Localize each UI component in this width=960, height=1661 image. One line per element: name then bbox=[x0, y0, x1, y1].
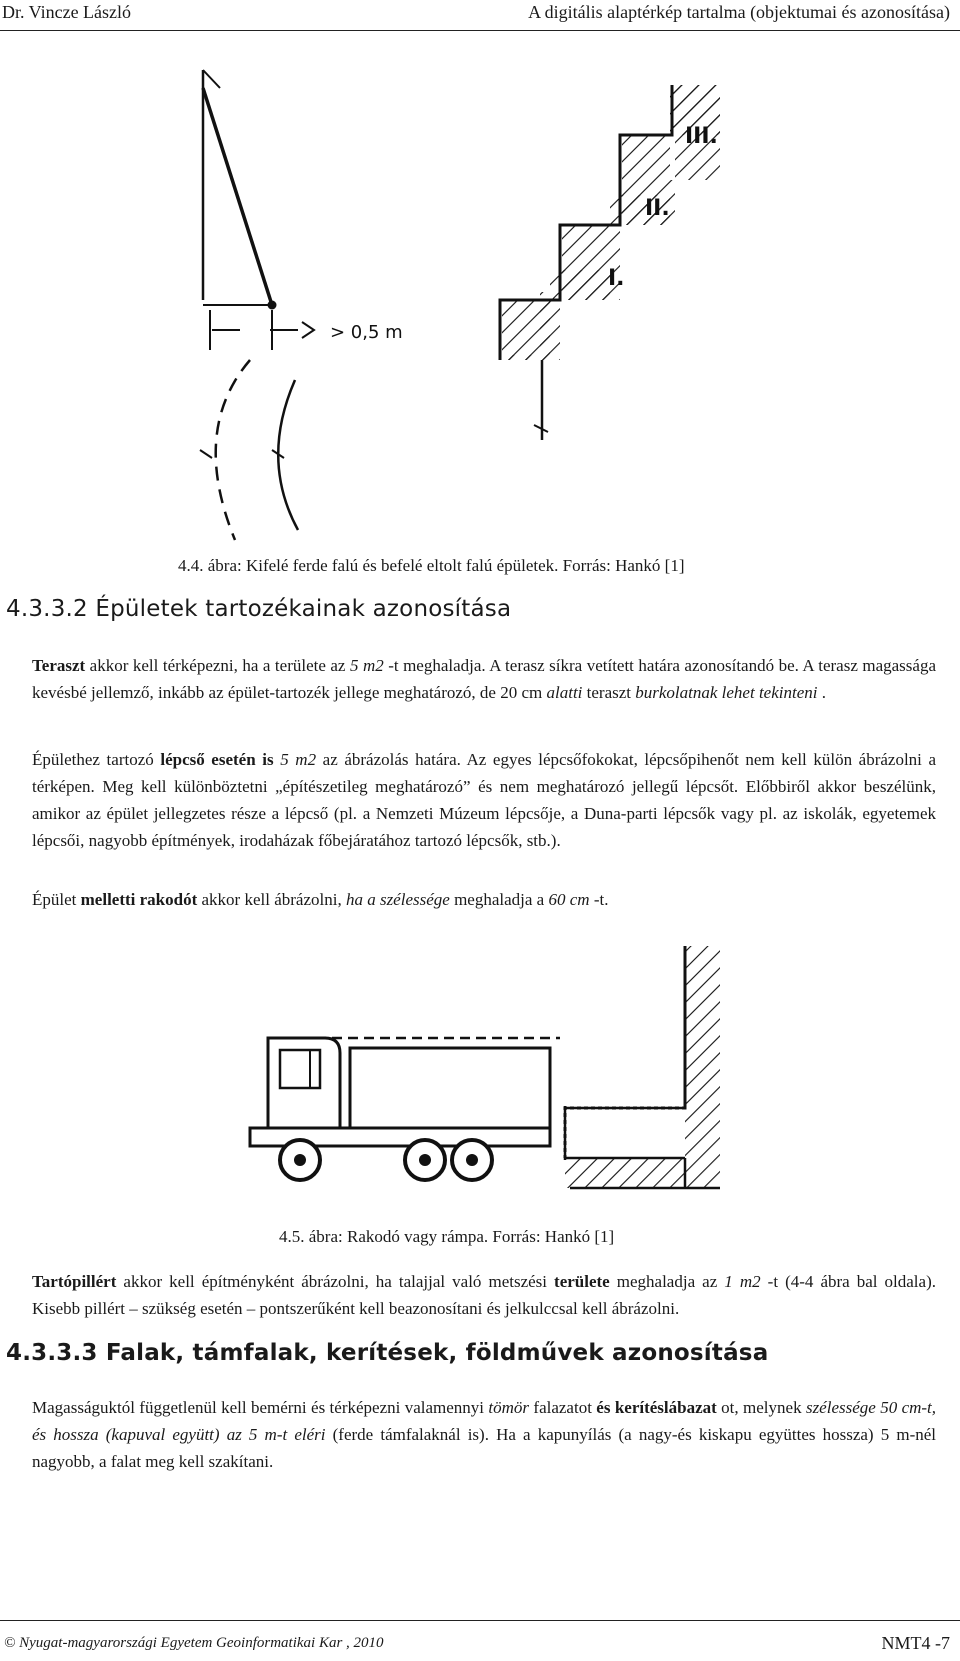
text-span: akkor kell ábrázolni, bbox=[197, 890, 346, 909]
text-span: meghaladja a bbox=[449, 890, 549, 909]
italic-span: 5 m2 bbox=[280, 750, 317, 769]
term-terulete: területe bbox=[554, 1272, 610, 1291]
text-span: Épület bbox=[32, 890, 81, 909]
section-heading-4333: 4.3.3.3 Falak, támfalak, kerítések, földművek azonosítása bbox=[6, 1340, 769, 1366]
text-span: az ábrázolás határa. Az egyes lépcsőfokokat, lépcsőpihenőt nem kell külön ábrázolni a térképen. Meg kell különböztetni „építészetileg meghatározó” és nem meghatározó jellegű lépcsőt. Előbbiről akkor beszélünk, amikor az épület jellegzetes része a lépcső (pl. a Nemzeti Múzeum lépcsője, a Duna-parti lépcsők vagy pl. az iskolák, egyetemek lépcsői, nagyobb építmények, irodaházak főbejáratához tartozó lépcsők, stb.). bbox=[32, 750, 937, 850]
slanted-wall-drawing bbox=[200, 70, 314, 540]
text-span: falazatot bbox=[529, 1398, 597, 1417]
step-label-2: II. bbox=[645, 196, 670, 221]
truck-drawing bbox=[250, 1038, 560, 1146]
text-span: (ferde támfalaknál is). Ha a kapunyílás (a nagy-és kiskapu együttes hossza) 5 m-nél nagyobb, a falat meg kell szakítani. bbox=[32, 1425, 936, 1471]
term-tartopiller: Tartópillért bbox=[32, 1272, 117, 1291]
paragraph-lepcso bbox=[32, 746, 936, 854]
figure-4-4-drawing bbox=[180, 60, 740, 550]
italic-span: alatti bbox=[546, 683, 583, 702]
text-span: Magasságuktól függetlenül kell bemérni és térképezni valamennyi bbox=[32, 1398, 489, 1417]
text-span: -t meghaladja. A terasz síkra vetített határa azonosítandó be. A terasz magassága kevésbé jellemző, inkább az épület-tartozék jellege meghatározó, de 20 cm bbox=[32, 656, 936, 702]
text-span: -t (4-4 ábra bal oldala). Kisebb pillért – szükség esetén – pontszerűként kell beazonosítani és jelkulccsal kell ábrázolni. bbox=[32, 1272, 936, 1318]
italic-span: szélessége 50 cm-t, és hossza (kapuval együtt) az 5 m-t eléri bbox=[32, 1398, 937, 1444]
step-label-3: III. bbox=[685, 124, 718, 149]
text-span: Épülethez tartozó bbox=[32, 750, 161, 769]
italic-span: 1 m2 bbox=[724, 1272, 761, 1291]
italic-span: burkolatnak lehet tekinteni bbox=[635, 683, 818, 702]
figure-4-4-caption: 4.4. ábra: Kifelé ferde falú és befelé eltolt falú épületek. Forrás: Hankó [1] bbox=[178, 556, 685, 575]
header-title: A digitális alaptérkép tartalma (objektumai és azonosítása) bbox=[528, 2, 950, 22]
term-keriteslabazat: és kerítéslábazat bbox=[596, 1398, 717, 1417]
text-span: akkor kell térképezni, ha a területe az bbox=[85, 656, 350, 675]
italic-span: 60 cm bbox=[548, 890, 590, 909]
text-span: teraszt bbox=[582, 683, 636, 702]
figure-4-5-caption: 4.5. ábra: Rakodó vagy rámpa. Forrás: Hankó [1] bbox=[279, 1227, 615, 1246]
footer-institution: © Nyugat-magyarországi Egyetem Geoinformatikai Kar , 2010 bbox=[4, 1635, 384, 1651]
italic-span: tömör bbox=[488, 1398, 530, 1417]
text-span: -t. bbox=[589, 890, 609, 909]
text-span: akkor kell építményként ábrázolni, ha talajjal való metszési bbox=[116, 1272, 555, 1291]
term-terasz: Teraszt bbox=[32, 656, 86, 675]
paragraph-falak bbox=[32, 1394, 936, 1475]
paragraph-rakodo bbox=[32, 886, 936, 913]
page-number: NMT4 -7 bbox=[881, 1633, 950, 1653]
term-lepcso: lépcső esetén is bbox=[160, 750, 274, 769]
page-footer bbox=[0, 1620, 960, 1661]
term-rakodo: melletti rakodót bbox=[80, 890, 198, 909]
paragraph-tartopiller bbox=[32, 1268, 936, 1322]
text-span: meghaladja az bbox=[609, 1272, 725, 1291]
italic-span: ha a szélessége bbox=[345, 890, 450, 909]
page-header bbox=[0, 0, 960, 31]
paragraph-terasz bbox=[32, 652, 936, 706]
section-heading-4332: 4.3.3.2 Épületek tartozékainak azonosítása bbox=[6, 596, 512, 622]
loading-dock-drawing bbox=[565, 946, 720, 1188]
text-span: . bbox=[817, 683, 826, 702]
dimension-label: > 0,5 m bbox=[330, 322, 403, 343]
step-label-1: I. bbox=[608, 266, 625, 291]
header-author: Dr. Vincze László bbox=[2, 2, 132, 22]
text-span: ot, melynek bbox=[716, 1398, 806, 1417]
figure-4-5-drawing bbox=[240, 938, 740, 1218]
italic-span: 5 m2 bbox=[349, 656, 384, 675]
